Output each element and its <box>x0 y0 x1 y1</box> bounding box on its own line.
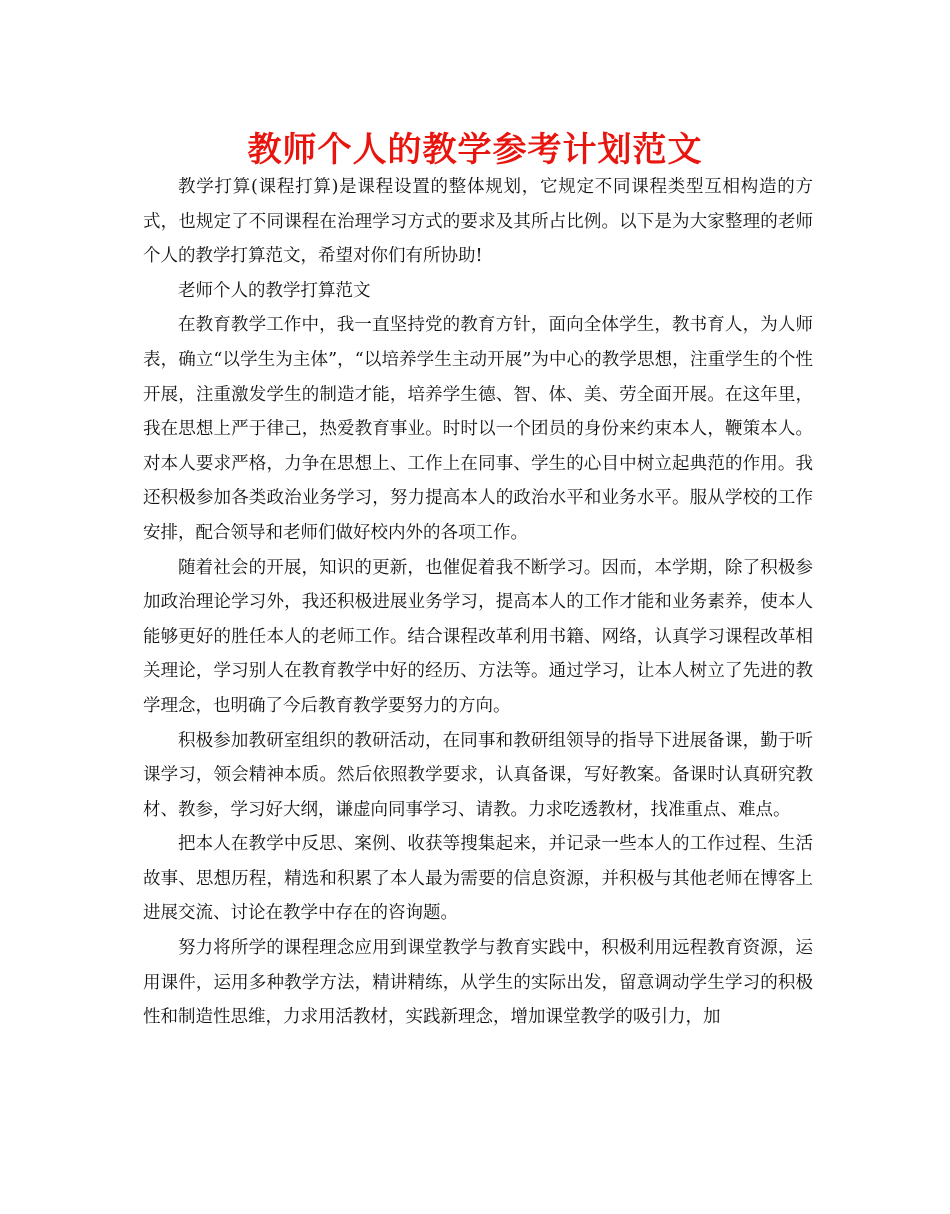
paragraph-2: 随着社会的开展，知识的更新，也催促着我不断学习。因而，本学期，除了积极参加政治理论学习外，我还积极进展业务学习，提高本人的工作才能和业务素养，使本人能够更好的胜任本人的老师工作。结合课程改革利用书籍、网络，认真学习课程改革相关理论，学习别人在教育教学中好的经历、方法等。通过学习，让本人树立了先进的教学理念，也明确了今后教育教学要努力的方向。 <box>143 557 813 716</box>
paragraph-1: 在教育教学工作中，我一直坚持党的教育方针，面向全体学生，教书育人，为人师表，确立“以学生为主体”，“以培养学生主动开展”为中心的教学思想，注重学生的个性开展，注重激发学生的制造才能，培养学生德、智、体、美、劳全面开展。在这年里，我在思想上严于律己，热爱教育事业。时时以一个团员的身份来约束本人，鞭策本人。对本人要求严格，力争在思想上、工作上在同事、学生的心目中树立起典范的作用。我还积极参加各类政治业务学习，努力提高本人的政治水平和业务水平。服从学校的工作安排，配合领导和老师们做好校内外的各项工作。 <box>143 315 813 543</box>
paragraph-5: 努力将所学的课程理念应用到课堂教学与教育实践中，积极利用远程教育资源，运用课件，运用多种教学方法，精讲精练，从学生的实际出发，留意调动学生学习的积极性和制造性思维，力求用活教材，实践新理念，增加课堂教学的吸引力，加 <box>143 938 813 1028</box>
paragraph-3: 积极参加教研室组织的教研活动，在同事和教研组领导的指导下进展备课，勤于听课学习，领会精神本质。然后依照教学要求，认真备课，写好教案。备课时认真研究教材、教参，学习好大纲，谦虚向同事学习、请教。力求吃透教材，找准重点、难点。 <box>143 730 813 820</box>
document-title: 教师个人的教学参考计划范文 <box>247 130 703 170</box>
paragraph-4: 把本人在教学中反思、案例、收获等搜集起来，并记录一些本人的工作过程、生活故事、思想历程，精选和积累了本人最为需要的信息资源，并积极与其他老师在博客上进展交流、讨论在教学中存在的咨询题。 <box>143 834 813 924</box>
document-body <box>143 170 813 1035</box>
paragraph-subtitle: 老师个人的教学打算范文 <box>178 280 371 301</box>
paragraph-intro: 教学打算(课程打算)是课程设置的整体规划，它规定不同课程类型互相构造的方式，也规定了不同课程在治理学习方式的要求及其所占比例。以下是为大家整理的老师个人的教学打算范文，希望对你们有所协助! <box>143 177 813 267</box>
